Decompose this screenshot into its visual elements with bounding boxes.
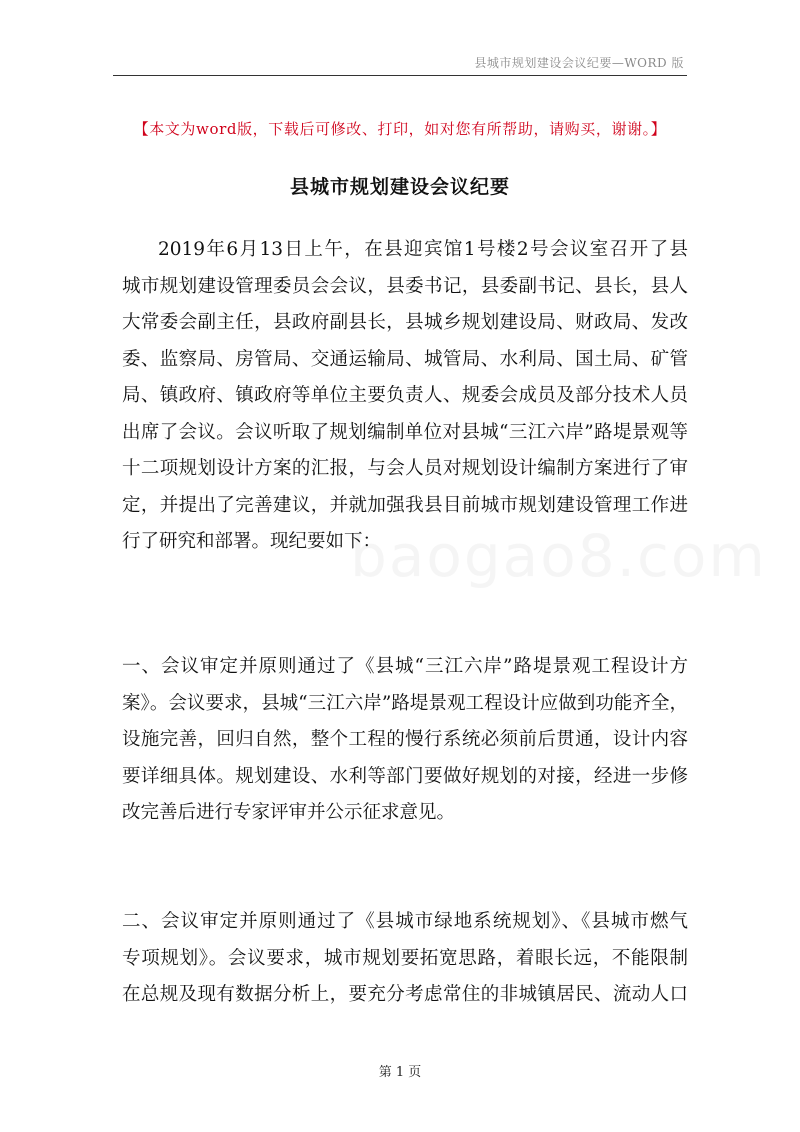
paragraph-line: 在总规及现有数据分析上，要充分考虑常住的非城镇居民、流动人口 (122, 984, 688, 1005)
document-title: 县城市规划建设会议纪要 (289, 176, 510, 198)
paragraph-line: 行了研究和部署。现纪要如下： (122, 531, 382, 552)
paragraph-line: 委、监察局、房管局、交通运输局、城管局、水利局、国土局、矿管 (122, 348, 688, 370)
paragraph-line: 2019年6月13日上午，在县迎宾馆1号楼2号会议室召开了县 (158, 239, 688, 260)
paragraph-line: 定，并提出了完善建议，并就加强我县目前城市规划建设管理工作进 (122, 494, 688, 516)
paragraph-line: 二、会议审定并原则通过了《县城市绿地系统规划》、《县城市燃气 (122, 911, 688, 932)
paragraph-line: 一、会议审定并原则通过了《县城“三江六岸”路堤景观工程设计方 (122, 656, 688, 677)
page-number: 第 1 页 (378, 1065, 422, 1080)
section-two-paragraph (122, 904, 688, 1014)
section-one-paragraph (122, 649, 688, 832)
word-version-notice: 【本文为word版，下载后可修改、打印，如对您有所帮助，请购买，谢谢。】 (133, 120, 667, 138)
page-header: 县城市规划建设会议纪要—WORD 版 (474, 56, 684, 70)
paragraph-line: 城市规划建设管理委员会会议，县委书记，县委副书记、县长，县人 (122, 275, 688, 297)
watermark: baogao8.com (350, 522, 767, 590)
paragraph-line: 出席了会议。会议听取了规划编制单位对县城“三江六岸”路堤景观等 (122, 421, 688, 443)
paragraph-line: 十二项规划设计方案的汇报，与会人员对规划设计编制方案进行了审 (122, 458, 688, 479)
paragraph-line: 专项规划》。会议要求，城市规划要拓宽思路，着眼长远，不能限制 (122, 947, 688, 969)
paragraph-line: 案》。会议要求，县城“三江六岸”路堤景观工程设计应做到功能齐全， (122, 692, 688, 714)
intro-paragraph (122, 232, 688, 561)
paragraph-line: 局、镇政府、镇政府等单位主要负责人、规委会成员及部分技术人员 (122, 385, 688, 406)
paragraph-line: 要详细具体。规划建设、水利等部门要做好规划的对接，经进一步修 (122, 765, 688, 787)
header-rule (113, 75, 687, 76)
paragraph-line: 改完善后进行专家评审并公示征求意见。 (122, 802, 456, 823)
paragraph-line: 设施完善，回归自然，整个工程的慢行系统必须前后贯通，设计内容 (122, 729, 688, 750)
paragraph-line: 大常委会副主任，县政府副县长，县城乡规划建设局、财政局、发改 (122, 312, 688, 333)
